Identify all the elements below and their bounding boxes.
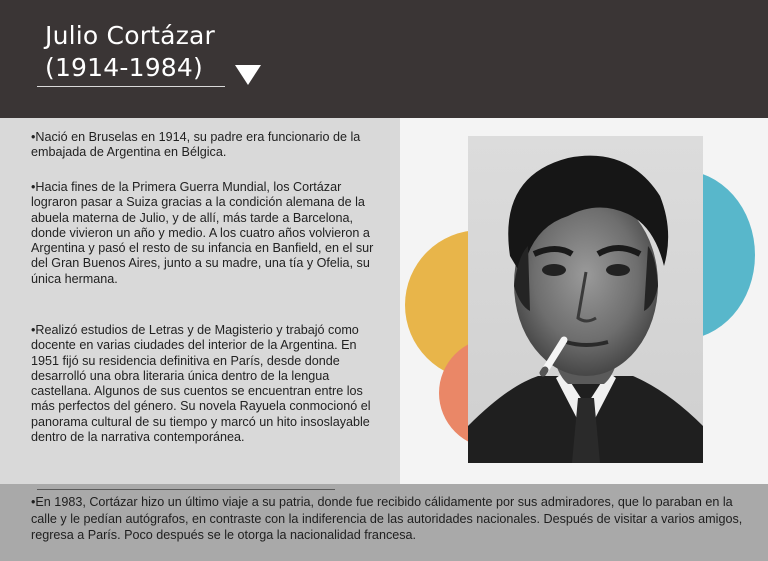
paragraph-career: •Realizó estudios de Letras y de Magisterio y trabajó como docente en varias ciudades del interior de la Argentina. En 1951 fijó su residencia definitiva en París, desde donde desarrolló una obra literaria única dentro de la lengua castellana. Algunos de sus cuentos se encuentran entre los más perfectos del género. Su novela Rayuela conmocionó el panorama cultural de su tiempo y marcó un hito insoslayable dentro de la narrativa contemporánea. — [31, 323, 371, 445]
paragraph-birth: •Nació en Bruselas en 1914, su padre era funcionario de la embajada de Argentina en Bélgica. — [31, 130, 361, 160]
author-photo — [468, 136, 703, 463]
paragraph-childhood: •Hacia fines de la Primera Guerra Mundial, los Cortázar lograron pasar a Suiza gracias a la condición alemana de la abuela materna de Julio, y de allí, más tarde a Barcelona, donde vivieron un año y medio. A los cuatro años volvieron a Argentina y pasó el resto de su infancia en Banfield, en el sur del Gran Buenos Aires, junto a su madre, una tía y Ofelia, su única hermana. — [31, 180, 374, 286]
triangle-down-icon[interactable] — [235, 65, 261, 85]
paragraph-final-years: •En 1983, Cortázar hizo un último viaje a su patria, donde fue recibido cálidamente por sus admiradores, que lo paraban en la calle y le pedían autógrafos, en contraste con la indiferencia de las autoridades nacionales. Después de visitar a varios amigos, regresa a París. Poco después se le otorga la nacionalidad francesa. — [31, 495, 743, 542]
title-underline — [37, 86, 225, 87]
page-title — [45, 20, 215, 84]
footer-divider — [37, 489, 335, 490]
title-name: Julio Cortázar — [45, 21, 216, 50]
title-dates: (1914-1984) — [45, 53, 203, 82]
